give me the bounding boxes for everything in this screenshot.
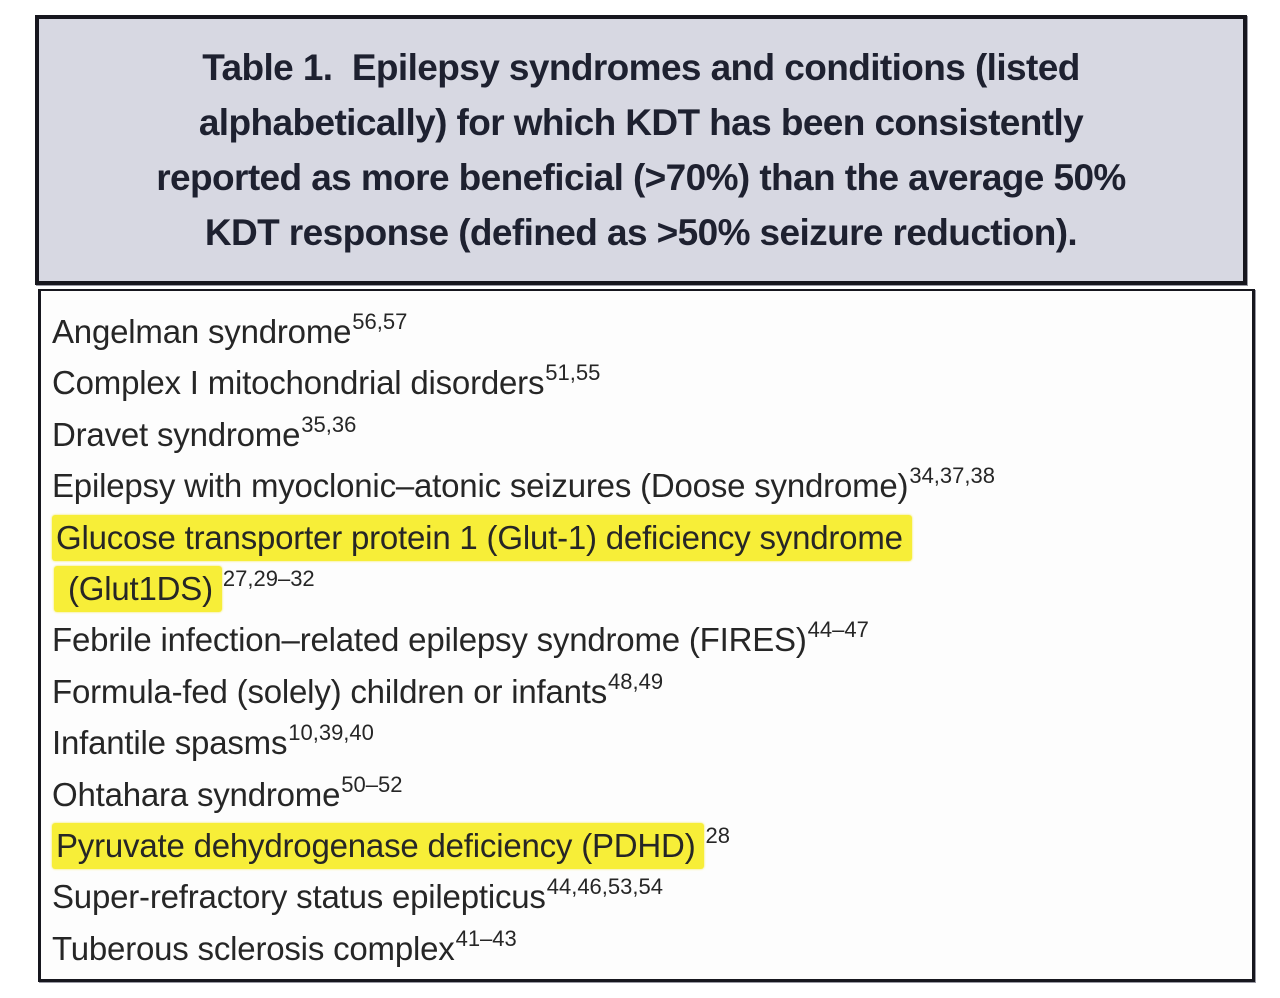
table-row-complex-1 xyxy=(52,357,1244,408)
table-row-pdhd xyxy=(52,820,1244,871)
condition-name: Angelman syndrome xyxy=(52,313,352,350)
reference-superscript: 48,49 xyxy=(608,668,664,694)
reference-superscript: 34,37,38 xyxy=(909,463,995,489)
table-row-angelman xyxy=(52,306,1244,357)
table-title-box xyxy=(35,15,1247,285)
condition-name: Infantile spasms xyxy=(52,724,288,762)
table-row-super-refractory xyxy=(52,871,1244,922)
reference-superscript: 44–47 xyxy=(807,617,869,643)
condition-name: Epilepsy with myoclonic–atonic seizures (Doose syndrome) xyxy=(52,467,909,505)
condition-name: Dravet syndrome xyxy=(52,415,301,453)
table-row-glut1-line-2 xyxy=(52,563,1244,614)
table-row-tuberous-sclerosis xyxy=(52,923,1244,974)
condition-name-highlighted: Pyruvate dehydrogenase deficiency (PDHD) xyxy=(52,823,704,869)
condition-name-highlighted: (Glut1DS) xyxy=(54,566,222,612)
reference-superscript: 10,39,40 xyxy=(288,720,374,746)
reference-superscript: 51,55 xyxy=(545,360,601,386)
condition-name: Febrile infection–related epilepsy syndrome (FIRES) xyxy=(52,621,807,659)
table-row-formula-fed xyxy=(52,666,1244,717)
table-row-ohtahara xyxy=(52,769,1244,820)
reference-superscript: 28 xyxy=(705,822,730,848)
condition-name: Formula-fed (solely) children or infants xyxy=(52,672,608,710)
table-title-line-3: reported as more beneficial (>70%) than the average 50% xyxy=(156,157,1126,198)
table-row-fires xyxy=(52,614,1244,665)
reference-superscript: 41–43 xyxy=(455,925,517,951)
table-title-line-1: Table 1. Epilepsy syndromes and conditions (listed xyxy=(202,47,1080,88)
condition-name: Complex I mitochondrial disorders xyxy=(52,364,545,402)
table-title-line-4: KDT response (defined as >50% seizure reduction). xyxy=(204,212,1078,253)
table-title-line-2: alphabetically) for which KDT has been consistently xyxy=(198,102,1084,143)
table-row-dravet xyxy=(52,409,1244,460)
condition-name: Ohtahara syndrome xyxy=(52,775,341,813)
table-row-infantile-spasms xyxy=(52,717,1244,768)
condition-name: Super-refractory status epilepticus xyxy=(52,878,546,916)
table-row-glut1-line-1 xyxy=(52,512,1244,563)
condition-name-highlighted: Glucose transporter protein 1 (Glut-1) deficiency syndrome xyxy=(52,515,912,561)
table-body-box xyxy=(38,289,1255,982)
reference-superscript: 50–52 xyxy=(341,771,403,797)
reference-superscript: 35,36 xyxy=(301,411,357,437)
table-row-doose xyxy=(52,460,1244,511)
reference-superscript: 56,57 xyxy=(352,309,408,334)
reference-superscript: 27,29–32 xyxy=(222,565,315,591)
condition-name: Tuberous sclerosis complex xyxy=(52,929,455,967)
reference-superscript: 44,46,53,54 xyxy=(546,874,663,900)
